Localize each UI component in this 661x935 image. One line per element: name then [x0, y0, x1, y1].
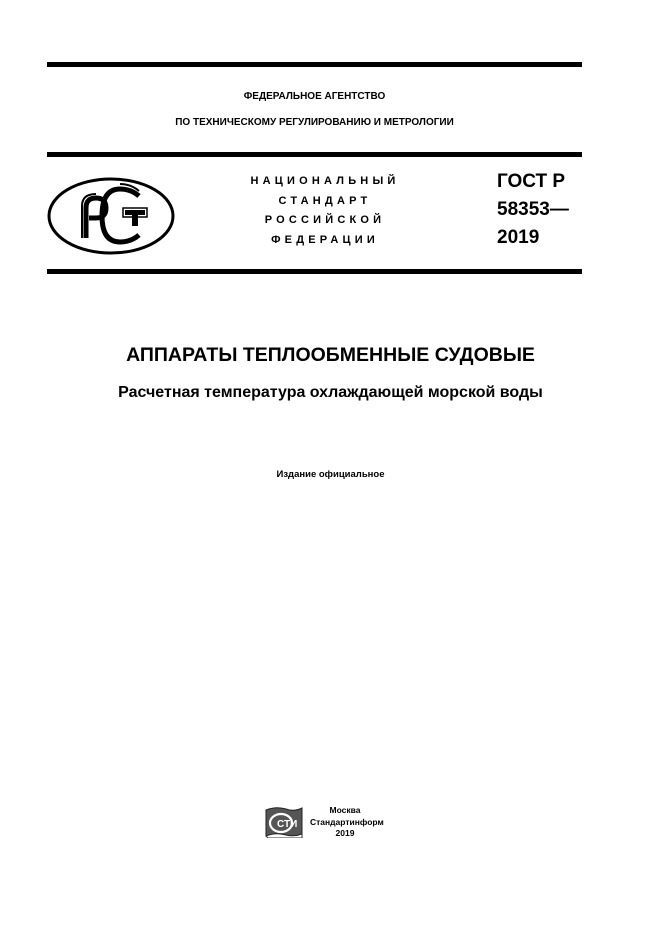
national-standard-line: СТАНДАРТ: [278, 194, 372, 207]
lower-block-rule: [47, 269, 582, 274]
designation-line: 58353—: [497, 199, 569, 220]
publisher-city: Москва: [329, 805, 361, 815]
national-standard-label: [230, 172, 420, 250]
designation-line: 2019: [497, 227, 540, 248]
document-title: АППАРАТЫ ТЕПЛООБМЕННЫЕ СУДОВЫЕ: [126, 344, 535, 366]
standartinform-emblem-icon: [264, 806, 304, 838]
rst-gost-emblem-icon: [46, 176, 176, 256]
upper-block-rule: [47, 152, 582, 157]
national-standard-line: РОССИЙСКОЙ: [264, 214, 386, 226]
document-subtitle: Расчетная температура охлаждающей морской воды: [118, 384, 543, 401]
designation-line: ГОСТ Р: [497, 171, 566, 192]
publisher-name: Стандартинформ: [310, 816, 384, 827]
agency-line-2: ПО ТЕХНИЧЕСКОМУ РЕГУЛИРОВАНИЮ И МЕТРОЛОГИИ: [175, 117, 454, 128]
national-standard-line: НАЦИОНАЛЬНЫЙ: [250, 175, 400, 187]
national-standard-line: ФЕДЕРАЦИИ: [271, 233, 379, 246]
publication-year: 2019: [335, 828, 355, 838]
edition-label: Издание официальное: [276, 469, 385, 480]
agency-line-1: ФЕДЕРАЛЬНОЕ АГЕНТСТВО: [243, 91, 386, 102]
top-rule: [47, 62, 582, 67]
svg-text:СТИ: СТИ: [277, 819, 298, 830]
standard-designation: [497, 168, 569, 252]
publisher-imprint: [310, 805, 384, 840]
